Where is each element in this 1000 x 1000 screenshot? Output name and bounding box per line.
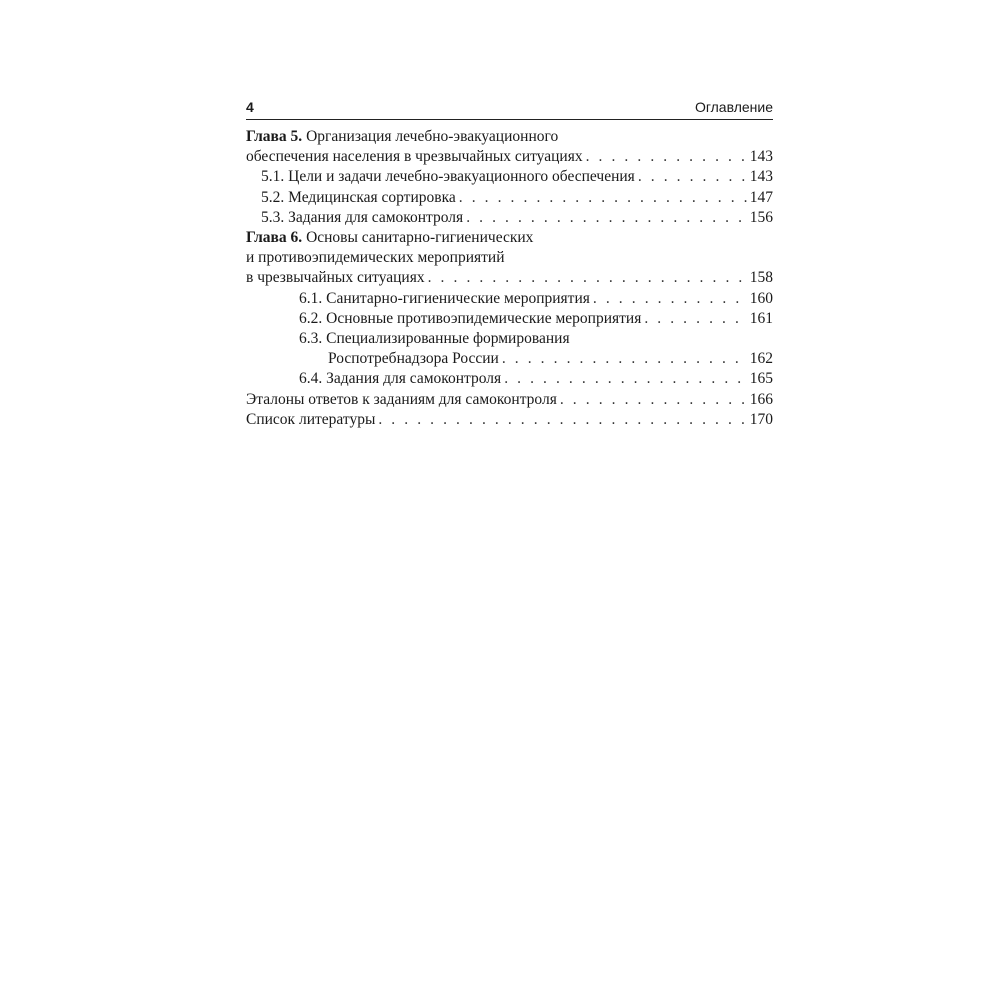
running-header: [246, 99, 773, 120]
section-5-2-page: 147: [749, 188, 773, 206]
chapter-6-title-line1: Основы санитарно-гигиенических: [306, 229, 534, 247]
section-6-3-page: 162: [749, 350, 773, 368]
dot-leader: [560, 390, 747, 410]
chapter-5-title-line2: обеспечения населения в чрезвычайных ситуациях: [246, 148, 583, 166]
answers-title: Эталоны ответов к заданиям для самоконтроля: [246, 390, 557, 408]
dot-leader: [378, 410, 746, 430]
section-5-1-title: 5.1. Цели и задачи лечебно-эвакуационного обеспечения: [261, 168, 635, 186]
section-6-3-title-line2: Роспотребнадзора России: [328, 350, 499, 368]
section-6-1-title: 6.1. Санитарно-гигиенические мероприятия: [299, 289, 590, 307]
table-of-contents: [246, 127, 773, 430]
dot-leader: [644, 309, 746, 329]
section-6-3-title-line1: 6.3. Специализированные формирования: [299, 330, 570, 348]
chapter-5-page: 143: [749, 148, 773, 166]
chapter-6-page: 158: [749, 269, 773, 287]
section-6-4-page: 165: [749, 370, 773, 388]
toc-section-6-4: [246, 369, 773, 389]
toc-section-6-3-heading: [246, 329, 773, 349]
toc-section-5-2: [246, 188, 773, 208]
toc-section-6-3: [246, 349, 773, 369]
section-6-2-title: 6.2. Основные противоэпидемические мероприятия: [299, 309, 642, 327]
dot-leader: [502, 349, 747, 369]
toc-section-5-3: [246, 208, 773, 228]
section-5-3-title: 5.3. Задания для самоконтроля: [261, 208, 464, 226]
dot-leader: [593, 289, 747, 309]
chapter-6-title-line3: в чрезвычайных ситуациях: [246, 269, 425, 287]
section-6-2-page: 161: [749, 309, 773, 327]
toc-chapter-6-title-line2: [246, 248, 773, 268]
dot-leader: [428, 268, 747, 288]
page-number: 4: [246, 99, 254, 115]
toc-references: [246, 410, 773, 430]
chapter-5-title-line1: Организация лечебно-эвакуационного: [306, 128, 559, 145]
chapter-5-label: Глава 5.: [246, 128, 303, 145]
toc-chapter-5-heading: [246, 127, 773, 147]
toc-chapter-5-entry: [246, 147, 773, 167]
answers-page: 166: [749, 390, 773, 408]
dot-leader: [466, 208, 747, 228]
section-6-1-page: 160: [749, 289, 773, 307]
section-5-3-page: 156: [749, 208, 773, 226]
section-5-1-page: 143: [749, 168, 773, 186]
toc-answers: [246, 390, 773, 410]
dot-leader: [638, 167, 747, 187]
toc-section-6-2: [246, 309, 773, 329]
toc-section-5-1: [246, 167, 773, 187]
dot-leader: [586, 147, 747, 167]
references-title: Список литературы: [246, 410, 376, 428]
chapter-6-title-line2: и противоэпидемических мероприятий: [246, 249, 505, 267]
toc-chapter-6-entry: [246, 268, 773, 288]
running-title: Оглавление: [694, 99, 773, 115]
dot-leader: [504, 369, 747, 389]
section-5-2-title: 5.2. Медицинская сортировка: [261, 188, 456, 206]
toc-section-6-1: [246, 289, 773, 309]
references-page: 170: [749, 410, 773, 428]
dot-leader: [459, 188, 747, 208]
section-6-4-title: 6.4. Задания для самоконтроля: [299, 370, 502, 388]
toc-chapter-6-heading: [246, 228, 773, 248]
chapter-6-label: Глава 6.: [246, 229, 303, 247]
